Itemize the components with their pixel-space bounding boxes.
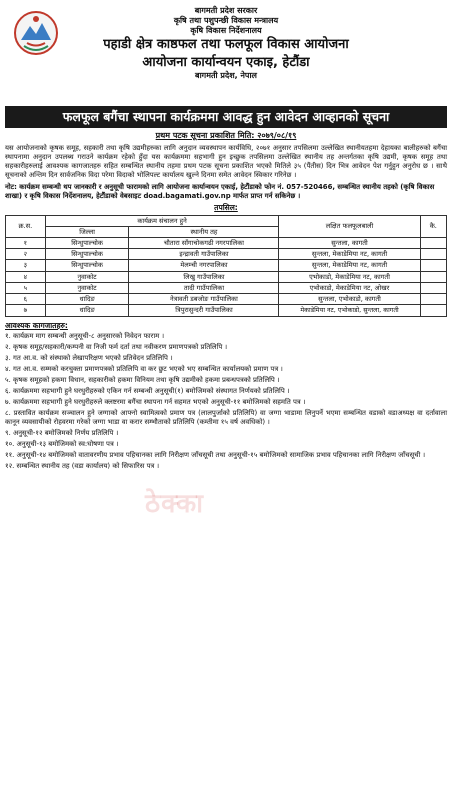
table-row — [6, 249, 447, 260]
requirement-item: १२. सम्बन्धित स्थानीय तह (वडा कार्यालय) को सिफारिस पत्र । — [5, 461, 160, 470]
cell-crops: एभोकाडो, मेकाडेमिया नट, कागती — [279, 271, 420, 282]
cell-district: सिन्धुपाल्चोक — [45, 249, 129, 260]
requirements-list — [5, 332, 447, 471]
notice-header — [5, 4, 447, 104]
cell-remarks — [420, 305, 446, 316]
requirement-item: २. कृषक समूह/सहकारी/कम्पनी वा निजी फर्म दर्ता तथा नवीकरण प्रमाणपत्रको प्रतिलिपि । — [5, 342, 228, 351]
cell-crops: सुन्तला, कागती — [279, 237, 420, 248]
publication-date — [5, 131, 447, 141]
cell-remarks — [420, 271, 446, 282]
col-district: जिल्ला — [45, 226, 129, 237]
cell-remarks — [420, 260, 446, 271]
requirement-item: १०. अनुसूची-१३ बमोजिमको स्व:घोषणा पत्र । — [5, 439, 119, 448]
directorate-name: कृषि विकास निर्देशनालय — [190, 26, 262, 35]
cell-district: सिन्धुपाल्चोक — [45, 260, 129, 271]
contact-note: नोट: कार्यक्रम सम्बन्धी थप जानकारी र अनुसूची फारामको लागि आयोजना कार्यान्वयन एकाई, हेटौंडाको फोन नं. 057-520466, सम्बन्धित स्थानीय तहको (कृषि विकास शाखा) र कृषि विकास निर्देशनालय, हेटौंडाको वेबसाइट doad.bagamati.gov.np मार्फत प्राप्त गर्न सकिनेछ । — [5, 182, 435, 200]
cell-local: नेत्रावती डबजोङ गाउँपालिका — [129, 294, 279, 305]
table-row — [6, 305, 447, 316]
cell-local: मेलम्ची नगरपालिका — [129, 260, 279, 271]
cell-remarks — [420, 282, 446, 293]
col-remarks: कै. — [420, 215, 446, 237]
cell-crops: सुन्तला, मेकाडेमिया नट, कागती — [279, 249, 420, 260]
table-row — [6, 260, 447, 271]
cell-local: तादी गाउँपालिका — [129, 282, 279, 293]
cell-sn: ७ — [6, 305, 46, 316]
col-target-crops: लक्षित फलफूलबाली — [279, 215, 420, 237]
cell-local: लिखु गाउँपालिका — [129, 271, 279, 282]
cell-crops: एभोकाडो, मेकाडेमिया नट, ओखर — [279, 282, 420, 293]
province-government: बागमती प्रदेश सरकार — [194, 6, 258, 15]
nepal-emblem-icon — [13, 10, 59, 56]
requirement-item: ४. गत आ.व. सम्मको करचुक्ता प्रमाणपत्रको प्रतिलिपि वा कर छुट भएको भए सम्बन्धित कार्यालयको प्रमाण पत्र । — [5, 364, 283, 373]
cell-local: इन्द्रावती गाउँपालिका — [129, 249, 279, 260]
location-line: बागमती प्रदेश, नेपाल — [195, 71, 257, 81]
table-row — [6, 294, 447, 305]
cell-district: नुवाकोट — [45, 271, 129, 282]
cell-district: धादिङ — [45, 305, 129, 316]
cell-sn: २ — [6, 249, 46, 260]
schedule-table — [5, 215, 447, 317]
cell-crops: मेकाडेमिया नट, एभोकाडो, सुन्तला, कागती — [279, 305, 420, 316]
requirement-item: ११. अनुसूची-१४ बमोजिमको वातावरणीय प्रभाव पहिचानका लागि निरीक्षण जाँचसूची तथा अनुसूची-१५ बमोजिमको सामाजिक प्रभाव पहिचानका लागि निरीक्षण जाँचसूची । — [5, 450, 426, 459]
cell-sn: ६ — [6, 294, 46, 305]
publication-date-text: प्रथम पटक सूचना प्रकाशित मिति: २०७९/०८/१९ — [155, 130, 297, 140]
requirement-item: ५. कृषक समूहको हकमा विधान, सहकारीको हकमा विनियम तथा कृषि उद्यमीको हकमा प्रबन्धपत्रको प्रतिलिपि । — [5, 375, 280, 384]
requirements-title: आवश्यक कागजातहरु: — [5, 320, 68, 330]
project-name: पहाडी क्षेत्र काष्ठफल तथा फलफूल विकास आयोजना — [103, 37, 349, 52]
schedule-label: तपसिल: — [214, 203, 238, 213]
requirement-item: ६. कार्यक्रममा सहभागी हुने घरधुरीहरुको एकिन गर्न सम्बन्धी अनुसूची(१) बमोजिमको संस्थागत निर्णयको प्रतिलिपि । — [5, 386, 290, 395]
cell-sn: १ — [6, 237, 46, 248]
cell-local: चौतारा साँगाचोकगढी नगरपालिका — [129, 237, 279, 248]
requirement-item: ८. प्रस्तावित कार्यक्रम सञ्चालन हुने जग्गाको आफ्नो स्वामित्वको प्रमाण पत्र (लालपुर्जाको प्रतिलिपि) वा जग्गा भाडामा लिनुपर्ने भएमा सम्बन्धित वडाको वडाअध्यक्ष वा दर्तावाला कानून व्यवसायीको रोहवरमा गरेको जग्गा भाडा वा करार सम्भौताको प्रतिलिपि (कम्तीमा १५ वर्ष अवधिको) । — [5, 408, 447, 426]
cell-sn: ४ — [6, 271, 46, 282]
notice-title: फलफूल बगैंचा स्थापना कार्यक्रममा आवद्ध हुन आवेदन आव्हानको सूचना — [5, 106, 447, 128]
cell-district: नुवाकोट — [45, 282, 129, 293]
col-local-level: स्थानीय तह — [129, 226, 279, 237]
table-row — [6, 282, 447, 293]
cell-district: धादिङ — [45, 294, 129, 305]
cell-remarks — [420, 249, 446, 260]
table-row — [6, 237, 447, 248]
cell-remarks — [420, 294, 446, 305]
requirement-item: ७. कार्यक्रममा सहभागी हुने घरधुरीहरुले क्लष्टरमा बगैंचा स्थापना गर्न सहमत भएको अनुसूची-११ बमोजिमको सहमति पत्र । — [5, 397, 306, 406]
cell-sn: ३ — [6, 260, 46, 271]
cell-sn: ५ — [6, 282, 46, 293]
cell-district: सिन्धुपाल्चोक — [45, 237, 129, 248]
cell-crops: सुन्तला, मेकाडेमिया नट, कागती — [279, 260, 420, 271]
cell-local: त्रिपुरासुन्दरी गाउँपालिका — [129, 305, 279, 316]
table-row — [6, 271, 447, 282]
col-sn: क्र.स. — [6, 215, 46, 237]
notice-body: यस आयोजनाको कृषक समूह, सहकारी तथा कृषि उद्यमीहरुका लागि अनुदान व्यवस्थापन कार्यविधि, २०७१ अनुसार तपसिलमा उल्लेखित स्थानीयतहमा देहायका बालीहरुको बगैंचा स्थापनामा अनुदान उपलब्ध गराउने कार्यक्रम रहेको हुँदा यस कार्यक्रममा सहभागी हुन इच्छुक तपसिलमा उल्लेखित स्थानीय तह अन्तर्गतका कृषि उद्यमी, कृषक समूह तथा सहकारीहरुलाई आवश्यक कागजातहरु सहित सम्बन्धित स्थानीय तहमा प्रथम पटक सूचना प्रकाशित भएको मितिले ३५ (पैंतीस) दिन भित्र आवेदन पेश गर्नुहुन अनुरोध छ । साथै सूचनाको अन्तिम दिन सार्वजनिक विदा परेमा विदाको भोलिपल्ट कार्यालय खुल्ने दिनमा समेत आवेदन स्विकार गरिनेछ । — [5, 143, 447, 179]
requirement-item: १. कार्यक्रम माग सम्बन्धी अनुसूची-८ अनुसारको निवेदन फाराम । — [5, 331, 165, 340]
unit-name: आयोजना कार्यान्वयन एकाइ, हेटौंडा — [142, 54, 310, 70]
requirement-item: ९. अनुसूची-१२ बमोजिमको निर्णय प्रतिलिपि । — [5, 428, 119, 437]
cell-crops: सुन्तला, एभोकाडो, कागती — [279, 294, 420, 305]
requirement-item: ३. गत आ.व. को संस्थाको लेखापरिक्षण भएको प्रतिवेदन प्रतिलिपि । — [5, 353, 173, 362]
ministry-name: कृषि तथा पशुपन्छी विकास मन्त्रालय — [173, 16, 279, 25]
cell-remarks — [420, 237, 446, 248]
watermark: ठेक्का — [145, 489, 204, 519]
col-implementation: कार्यक्रम संचालन हुने — [45, 215, 279, 226]
